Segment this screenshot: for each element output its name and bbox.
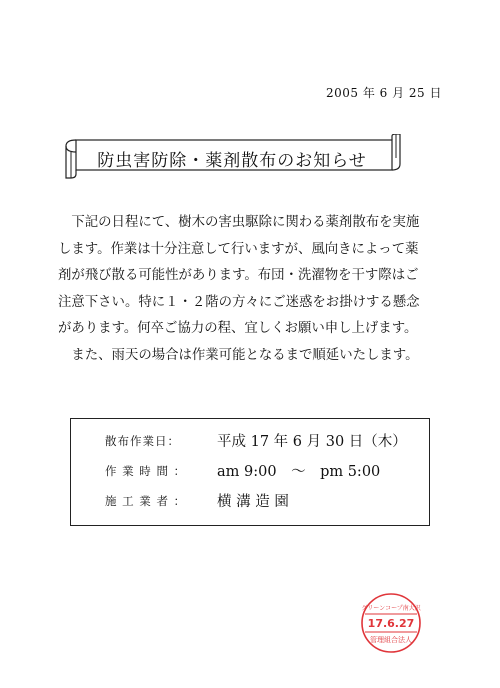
- title-banner: [62, 134, 402, 180]
- info-row-contractor: [71, 487, 429, 515]
- notice-body: [58, 210, 430, 369]
- received-stamp: [360, 592, 422, 654]
- notice-paragraph-rain: また、雨天の場合は作業可能となるまで順延いたします。: [71, 347, 419, 363]
- notice-title: 防虫害防除・薬剤散布のお知らせ: [97, 151, 367, 171]
- schedule-info-box: [70, 418, 430, 526]
- info-label: 作 業 時 間 ：: [105, 464, 187, 478]
- info-value: 平成 17 年 6 月 30 日（木）: [217, 434, 407, 450]
- info-row-time: [71, 457, 429, 485]
- info-value: am 9:00 ～ pm 5:00: [217, 464, 381, 480]
- info-label: 施 工 業 者 ：: [105, 494, 187, 508]
- stamp-top-text: グリーンコープ南大沢: [361, 605, 421, 612]
- document-date: 2005 年 6 月 25 日: [325, 86, 442, 100]
- info-label: 散布作業日：: [105, 434, 180, 448]
- stamp-seal-graphic: [360, 592, 422, 654]
- info-row-date: [71, 427, 429, 455]
- notice-paragraph-main: 下記の日程にて、樹木の害虫駆除に関わる薬剤散布を実施します。作業は十分注意して行いますが、風向きによって薬剤が飛び散る可能性があります。布団・洗濯物を干す際はご注意下さい。特に１・２階の方々にご迷惑をお掛けする懸念があります。何卒ご協力の程、宜しくお願い申し上げます。: [58, 215, 420, 336]
- stamp-bottom-text: 管理組合法人: [370, 636, 412, 644]
- info-value: 横 溝 造 園: [217, 494, 289, 510]
- stamp-date: 17.6.27: [367, 617, 415, 630]
